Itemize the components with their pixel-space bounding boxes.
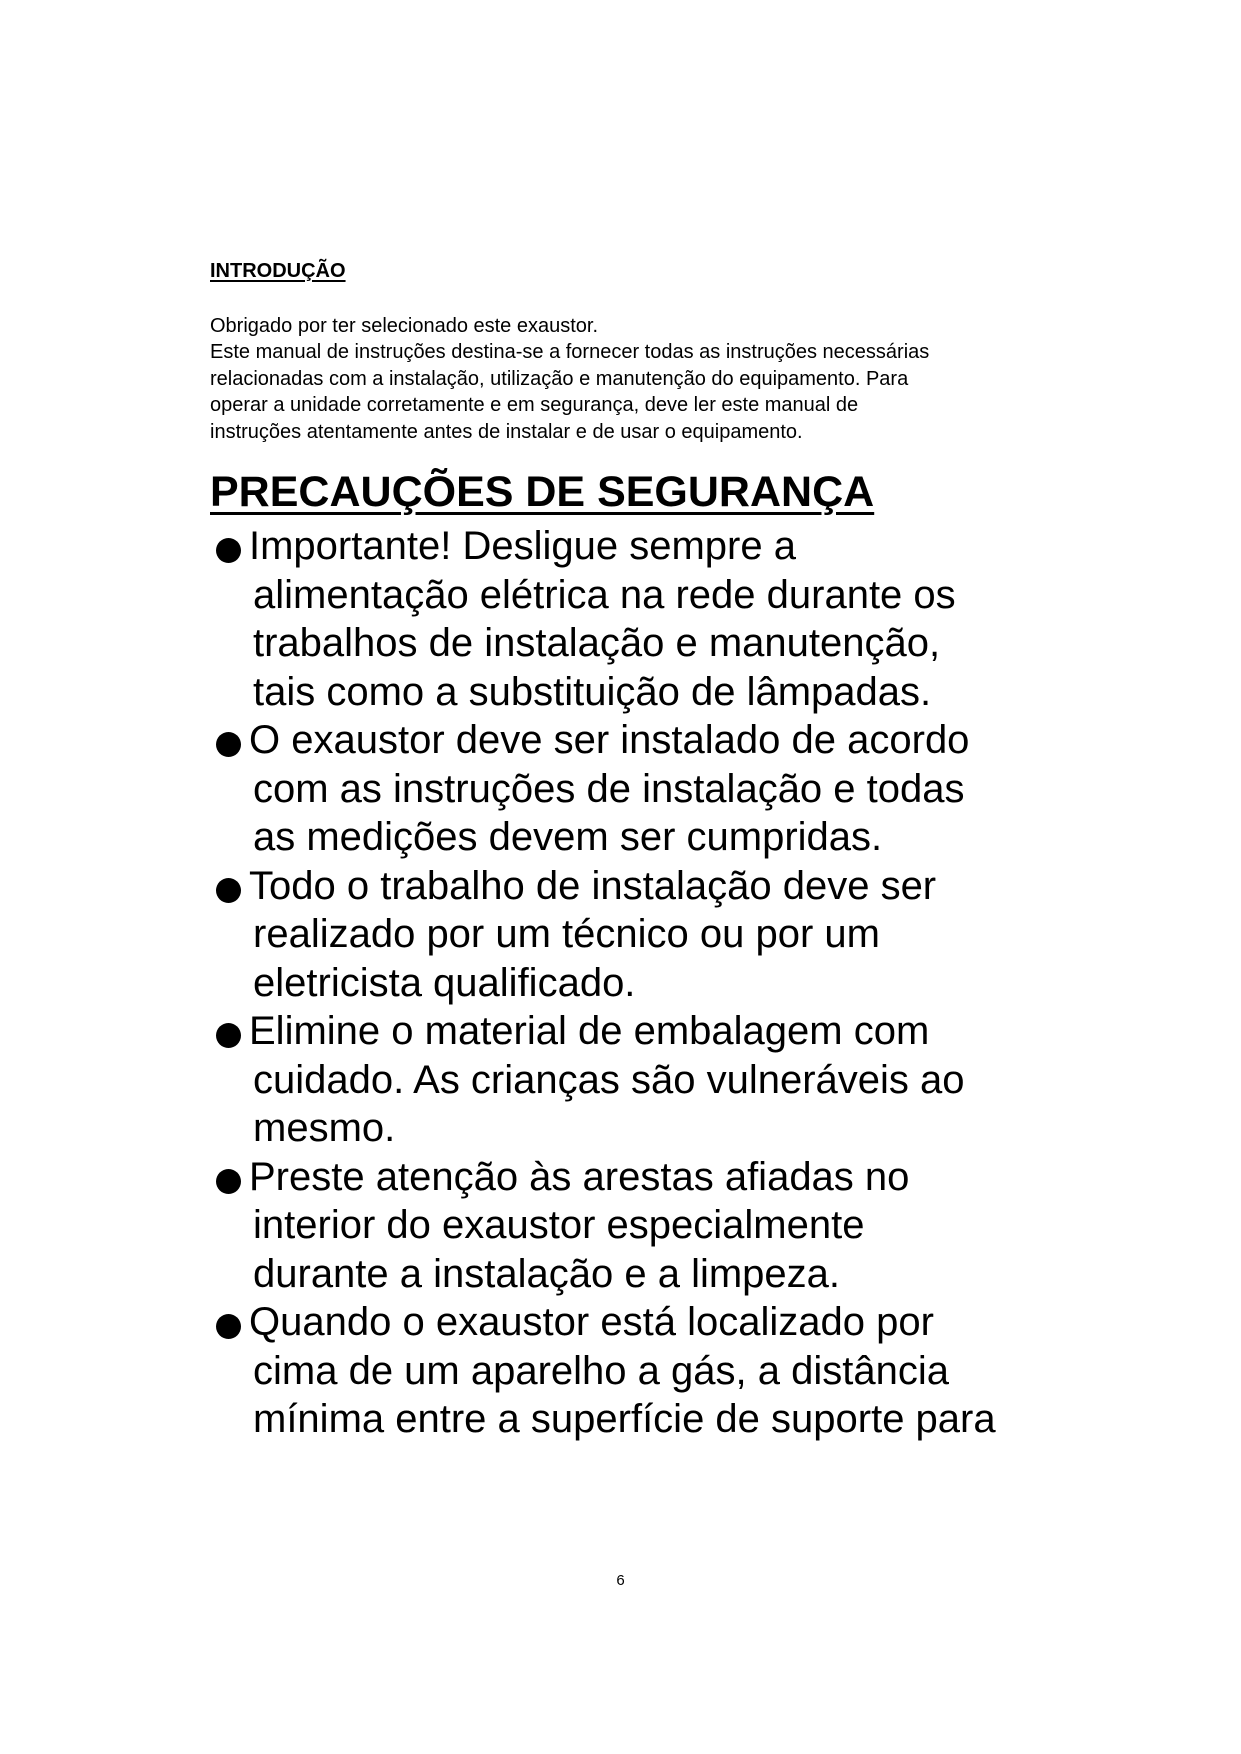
precaution-line: Elimine o material de embalagem com [249,1009,930,1053]
safety-precautions-list [213,522,1113,1444]
bullet-icon [216,878,241,903]
precaution-item-qualified-technician [213,862,1113,1008]
precaution-line: durante a instalação e a limpeza. [253,1251,841,1296]
safety-precautions-heading: PRECAUÇÕES DE SEGURANÇA [210,468,875,516]
bullet-icon [216,538,241,563]
precaution-item-gas-appliance [213,1298,1113,1444]
precaution-line: cuidado. As crianças são vulneráveis ao [253,1057,965,1102]
precaution-line: eletricista qualificado. [253,960,636,1005]
introduction-line: Este manual de instruções destina-se a fornecer todas as instruções necessárias [210,341,930,364]
precaution-line: realizado por um técnico ou por um [253,912,880,956]
introduction-line: Obrigado por ter selecionado este exaustor. [210,315,599,337]
precaution-item-packaging [213,1007,1113,1153]
precaution-line: trabalhos de instalação e manutenção, [253,621,941,665]
introduction-line: operar a unidade corretamente e em segurança, deve ler este manual de [210,394,859,417]
introduction-paragraph [210,313,1070,445]
precaution-line: O exaustor deve ser instalado de acordo [249,718,970,762]
precaution-line: as medições devem ser cumpridas. [253,815,883,859]
introduction-line: relacionadas com a instalação, utilização e manutenção do equipamento. Para [210,367,909,390]
precaution-item-power-off [213,522,1113,716]
precaution-line: cima de um aparelho a gás, a distância [253,1348,949,1393]
precaution-line: Preste atenção às arestas afiadas no [249,1154,910,1199]
precaution-line: mesmo. [253,1106,396,1150]
precaution-line: interior do exaustor especialmente [253,1203,865,1247]
precaution-line: Quando o exaustor está localizado por [249,1300,934,1344]
precaution-line: Todo o trabalho de instalação deve ser [249,863,937,908]
introduction-heading: INTRODUÇÃO [210,260,346,282]
bullet-icon [216,1023,241,1048]
introduction-line: instruções atentamente antes de instalar e de usar o equipamento. [210,420,803,443]
precaution-line: mínima entre a superfície de suporte para [253,1397,996,1441]
page-number: 6 [616,1572,625,1589]
precaution-line: com as instruções de instalação e todas [253,766,965,811]
precaution-item-sharp-edges [213,1153,1113,1299]
bullet-icon [216,1314,241,1339]
precaution-line: tais como a substituição de lâmpadas. [253,669,932,714]
precaution-item-installation-instructions [213,716,1113,862]
precaution-line: Importante! Desligue sempre a [249,524,796,568]
bullet-icon [216,1169,241,1194]
precaution-line: alimentação elétrica na rede durante os [253,572,956,617]
bullet-icon [216,732,241,757]
